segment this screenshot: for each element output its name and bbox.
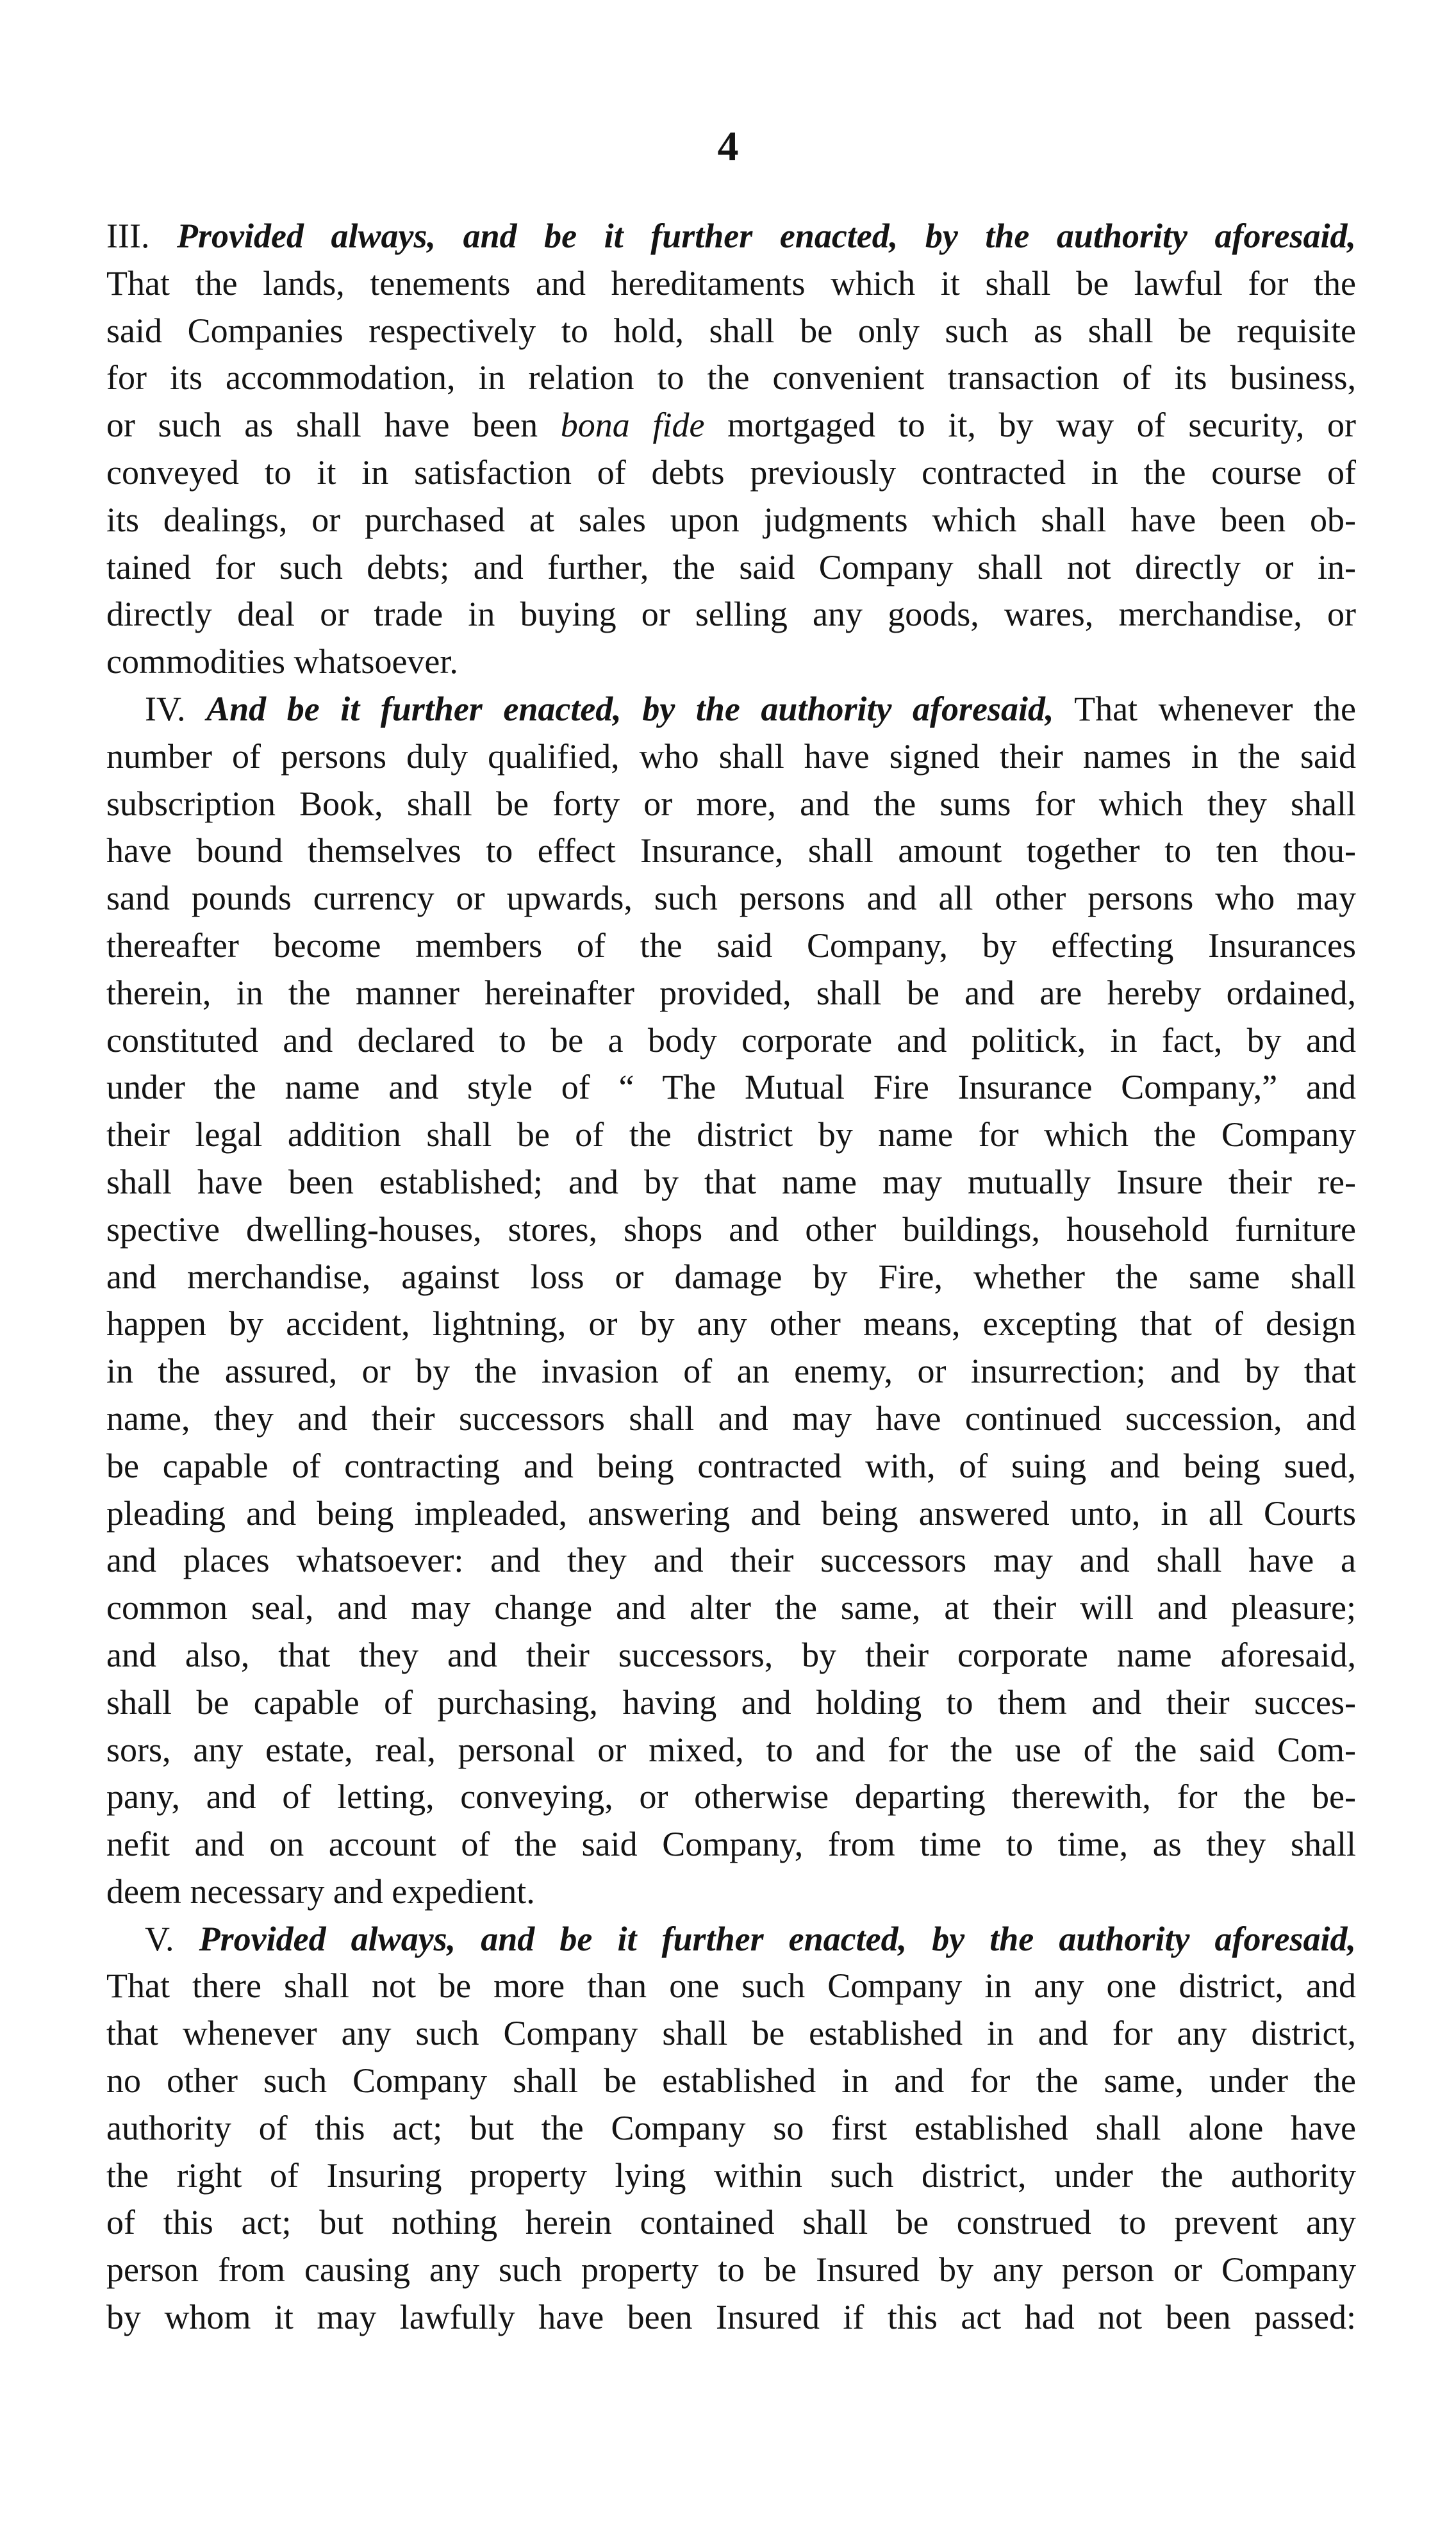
page-number: 4 <box>717 123 739 170</box>
text-fragment: mortgaged to it, by way of security, or <box>727 406 1357 445</box>
text-line: of this act; but nothing herein contained shall be construed to prevent any <box>106 2203 1356 2242</box>
text-line: nefit and on account of the said Company, from time to time, as they shall <box>106 1825 1356 1864</box>
text-line: therein, in the manner hereinafter provided, shall be and are hereby ordained, <box>106 973 1356 1012</box>
text-line: in the assured, or by the invasion of an enemy, or insurrection; and by that <box>106 1352 1356 1391</box>
section-3-heading-line <box>106 213 1356 260</box>
section-5-enacting-clause: Provided always, and be it further enacted, by the authority aforesaid, <box>199 1919 1356 1958</box>
text-line: person from causing any such property to be Insured by any person or Company <box>106 2250 1356 2290</box>
text-line: thereafter become members of the said Company, by effecting Insurances <box>106 926 1356 965</box>
text-line-bona-fide <box>106 402 1356 449</box>
text-line: shall be capable of purchasing, having and holding to them and their succes- <box>106 1683 1356 1722</box>
section-4-enacting-clause: And be it further enacted, by the authority aforesaid, <box>206 689 1054 728</box>
text-line: deem necessary and expedient. <box>106 1872 535 1911</box>
text-line: conveyed to it in satisfaction of debts previously contracted in the course of <box>106 453 1356 492</box>
text-line: the right of Insuring property lying within such district, under the authority <box>106 2156 1356 2195</box>
text-line: for its accommodation, in relation to the convenient transaction of its business, <box>106 358 1356 397</box>
text-line: sand pounds currency or upwards, such persons and all other persons who may <box>106 879 1356 918</box>
text-line: no other such Company shall be established in and for the same, under the <box>106 2061 1356 2100</box>
text-line: sors, any estate, real, personal or mixed, to and for the use of the said Com- <box>106 1730 1356 1769</box>
text-line: name, they and their successors shall and may have continued succession, and <box>106 1399 1356 1438</box>
text-line: that whenever any such Company shall be established in and for any district, <box>106 2014 1356 2053</box>
text-line: authority of this act; but the Company so first established shall alone have <box>106 2108 1356 2147</box>
text-line: their legal addition shall be of the district by name for which the Company <box>106 1115 1356 1154</box>
text-line: spective dwelling-houses, stores, shops and other buildings, household furniture <box>106 1210 1356 1249</box>
text-line: number of persons duly qualified, who shall have signed their names in the said <box>106 736 1356 776</box>
text-line: directly deal or trade in buying or selling any goods, wares, merchandise, or <box>106 595 1356 634</box>
text-line: common seal, and may change and alter the same, at their will and pleasure; <box>106 1588 1356 1627</box>
text-line: and also, that they and their successors, by their corporate name aforesaid, <box>106 1635 1356 1674</box>
text-line: under the name and style of “ The Mutual Fire Insurance Company,” and <box>106 1068 1356 1107</box>
text-line: by whom it may lawfully have been Insured if this act had not been passed: <box>106 2298 1356 2337</box>
text-line: shall have been established; and by that name may mutually Insure their re- <box>106 1162 1356 1201</box>
text-line: its dealings, or purchased at sales upon judgments which shall have been ob- <box>106 500 1356 539</box>
text-line: commodities whatsoever. <box>106 642 458 681</box>
text-line: said Companies respectively to hold, shall be only such as shall be requisite <box>106 311 1356 350</box>
text-line: constituted and declared to be a body corporate and politick, in fact, by and <box>106 1020 1356 1060</box>
text-line: happen by accident, lightning, or by any other means, excepting that of design <box>106 1304 1356 1343</box>
text-line: pany, and of letting, conveying, or otherwise departing therewith, for the be- <box>106 1777 1356 1817</box>
text-line: pleading and being impleaded, answering and being answered unto, in all Courts <box>106 1493 1356 1533</box>
document-body <box>106 213 1356 2341</box>
section-3-enacting-clause: Provided always, and be it further enacted, by the authority aforesaid, <box>177 217 1356 255</box>
text-line: tained for such debts; and further, the said Company shall not directly or in- <box>106 547 1356 586</box>
section-4-heading-line <box>106 686 1356 733</box>
text-line: and merchandise, against loss or damage by Fire, whether the same shall <box>106 1257 1356 1296</box>
section-5-numeral: V. <box>145 1919 174 1958</box>
section-3-numeral: III. <box>106 217 150 255</box>
text-line: That there shall not be more than one such Company in any one district, and <box>106 1966 1356 2006</box>
text-line: subscription Book, shall be forty or more, and the sums for which they shall <box>106 784 1356 823</box>
section-4-numeral: IV. <box>145 689 186 728</box>
text-fragment: or such as shall have been <box>106 406 538 445</box>
text-line: have bound themselves to effect Insurance, shall amount together to ten thou- <box>106 831 1356 870</box>
text-fragment: That whenever the <box>1074 689 1357 728</box>
text-line: and places whatsoever: and they and their successors may and shall have a <box>106 1541 1356 1580</box>
text-line: be capable of contracting and being contracted with, of suing and being sued, <box>106 1446 1356 1485</box>
text-line: That the lands, tenements and hereditaments which it shall be lawful for the <box>106 263 1356 303</box>
italic-phrase: bona fide <box>560 406 705 445</box>
section-5-heading-line <box>106 1916 1356 1963</box>
